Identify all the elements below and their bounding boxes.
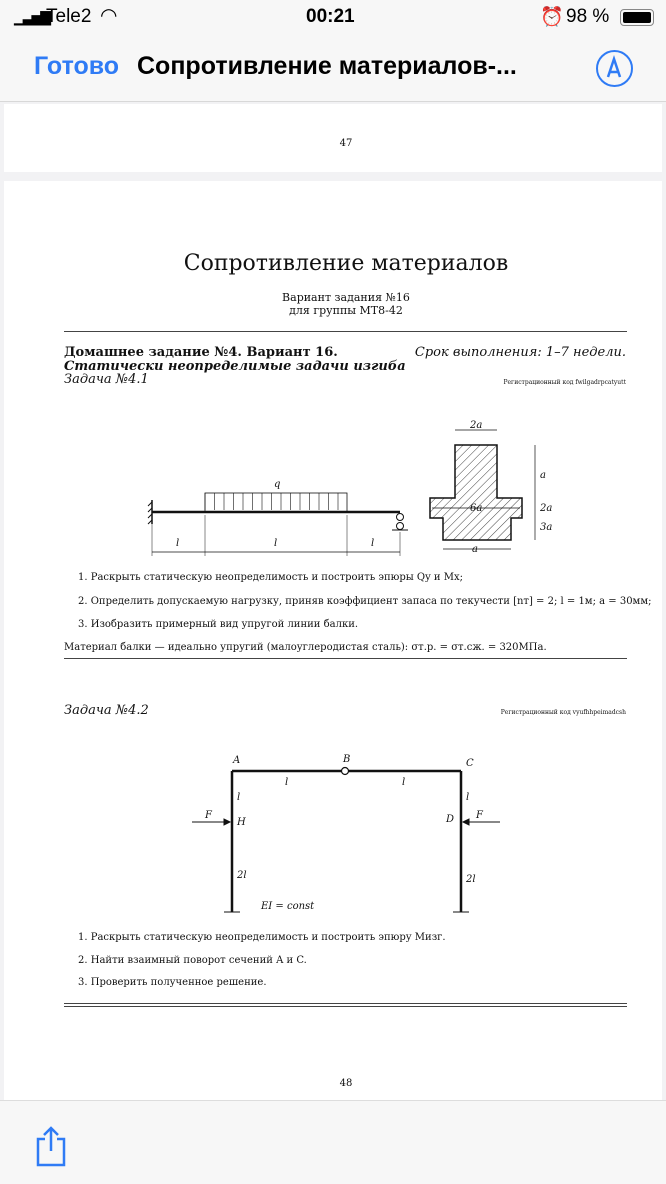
deadline: Срок выполнения: 1–7 недели. (414, 345, 626, 360)
battery-percent: 98 % (566, 6, 610, 27)
variant-line: Вариант задания №16 (282, 291, 410, 304)
alarm-icon: ⏰ (540, 7, 564, 28)
label-EI: EI = const (261, 901, 315, 912)
task2-item-3: 3. Проверить полученное решение. (78, 977, 267, 988)
page-title: Сопротивление материалов (183, 251, 509, 276)
homework-title: Домашнее задание №4. Вариант 16. (64, 345, 338, 360)
label-a-height: a (540, 470, 546, 481)
page-47 (4, 104, 662, 172)
nav-bar (0, 36, 666, 102)
page-number: 48 (339, 1078, 353, 1089)
task1-item-2: 2. Определить допускаемую нагрузку, приняв коэффициент запаса по текучести [nт] = 2; l = 1м; a = 30мм; (78, 596, 652, 607)
material: Материал балки — идеально упругий (малоуглеродистая сталь): σт.р. = σт.сж. = 320МПа. (64, 642, 547, 653)
label-C: C (466, 758, 474, 769)
label-a-width: a (472, 544, 478, 555)
task1-reg-code: Регистрационный код fwilgadrpcatyutt (503, 379, 626, 386)
label-3a: 3a (540, 522, 553, 533)
status-bar (0, 0, 666, 36)
label-A: A (233, 755, 241, 766)
pen-icon (598, 52, 630, 84)
label-l1: l (176, 538, 180, 549)
label-l-right: l (466, 792, 470, 803)
label-6a: 6a (470, 503, 483, 514)
clock: 00:21 (306, 6, 355, 27)
label-2l-right: 2l (466, 874, 476, 885)
document-title: Сопротивление материалов-... (137, 52, 517, 80)
signal-icon: ▁▃▅▇ (14, 9, 50, 25)
label-H: H (237, 817, 246, 828)
label-l-left: l (237, 792, 241, 803)
task1-item-1: 1. Раскрыть статическую неопределимость и построить эпюры Qy и Mx; (78, 572, 463, 583)
battery-icon (620, 9, 654, 26)
label-2l-left: 2l (237, 870, 247, 881)
bottom-toolbar (0, 1100, 666, 1184)
share-icon[interactable] (34, 1125, 68, 1167)
wifi-icon: ◠ (100, 5, 118, 27)
task1-label: Задача №4.1 (64, 372, 149, 387)
label-l-ab: l (285, 777, 289, 788)
markup-button[interactable] (596, 50, 633, 87)
label-F-right: F (476, 810, 483, 821)
page-48 (4, 181, 662, 1100)
label-B: B (343, 754, 351, 765)
task2-label: Задача №4.2 (64, 703, 149, 718)
label-F-left: F (205, 810, 212, 821)
done-button[interactable]: Готово (34, 52, 120, 80)
label-l2: l (274, 538, 278, 549)
label-q: q (274, 479, 281, 490)
double-divider (64, 1003, 627, 1007)
carrier: Tele2 (46, 6, 92, 27)
task2-item-2: 2. Найти взаимный поворот сечений A и C. (78, 955, 307, 966)
label-l3: l (371, 538, 375, 549)
label-2a: 2a (470, 420, 483, 431)
page-number: 47 (339, 138, 353, 149)
label-l-bc: l (402, 777, 406, 788)
divider (64, 658, 627, 659)
task1-item-3: 3. Изобразить примерный вид упругой линии балки. (78, 619, 359, 630)
group-line: для группы МТ8-42 (289, 304, 403, 317)
task2-reg-code: Регистрационный код vyufhhpeimadcsh (500, 709, 626, 716)
label-2a-height: 2a (540, 503, 553, 514)
topic: Статически неопределимые задачи изгиба (64, 359, 406, 374)
task2-item-1: 1. Раскрыть статическую неопределимость и построить эпюру Mизг. (78, 932, 446, 943)
label-D: D (446, 814, 455, 825)
